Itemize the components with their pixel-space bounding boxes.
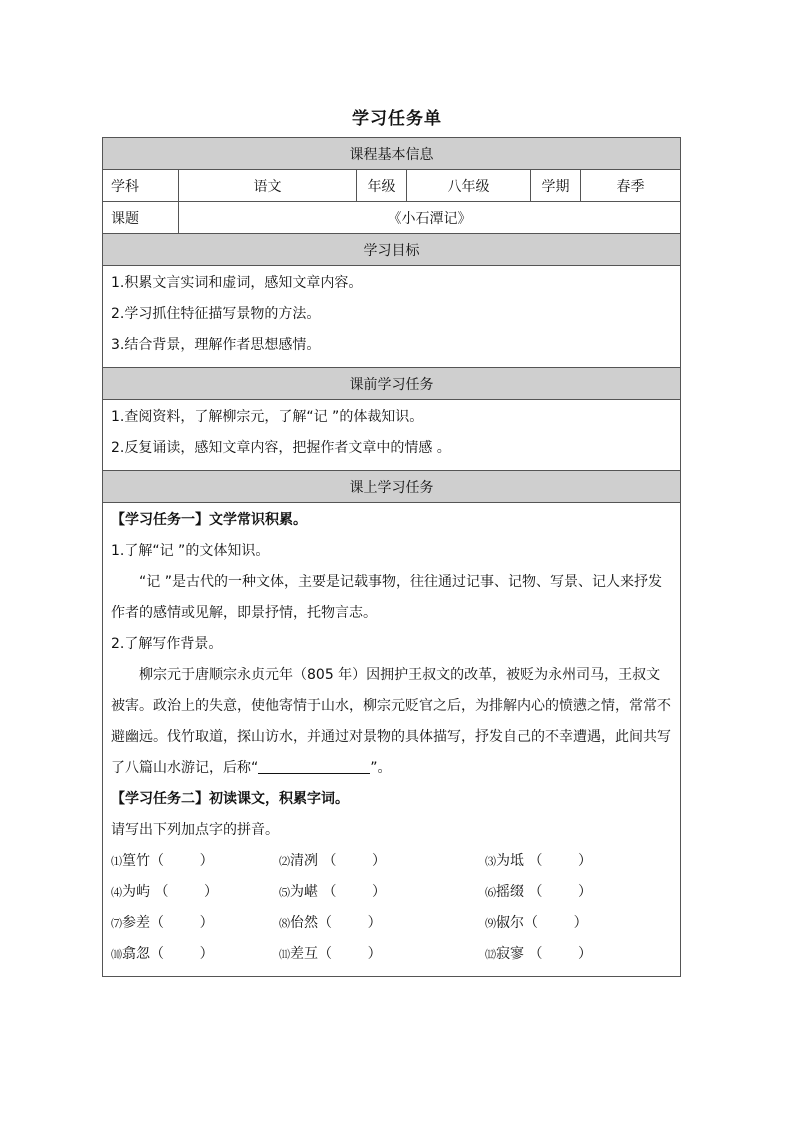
subject-value: 语文 xyxy=(179,170,357,202)
pre-class-item: 2.反复诵读，感知文章内容，把握作者文章中的情感 。 xyxy=(111,440,451,456)
pre-class-item: 1.查阅资料，了解柳宗元，了解“记 ”的体裁知识。 xyxy=(111,409,424,425)
grade-value: 八年级 xyxy=(407,170,531,202)
topic-label: 课题 xyxy=(103,202,179,234)
objectives-header: 学习目标 xyxy=(103,234,681,266)
pinyin-item[interactable]: ⑹摇缀 （ ） xyxy=(485,884,593,900)
pinyin-item[interactable]: ⑿寂寥 （ ） xyxy=(485,946,593,962)
task1-para2-end: ”。 xyxy=(370,760,392,776)
topic-value: 《小石潭记》 xyxy=(179,202,681,234)
in-class-body xyxy=(103,503,681,977)
objective-item: 1.积累文言实词和虚词，感知文章内容。 xyxy=(111,275,363,291)
task-sheet-table xyxy=(102,137,681,977)
pinyin-item[interactable]: ⑴篁竹（ ） xyxy=(111,853,214,869)
pinyin-item[interactable]: ⑼俶尔（ ） xyxy=(485,915,588,931)
objective-item: 3.结合背景，理解作者思想感情。 xyxy=(111,337,321,353)
in-class-header: 课上学习任务 xyxy=(103,471,681,503)
grade-label: 年级 xyxy=(357,170,407,202)
pinyin-item[interactable]: ⑸为嵁 （ ） xyxy=(279,884,387,900)
pre-class-header: 课前学习任务 xyxy=(103,368,681,400)
page-title: 学习任务单 xyxy=(352,109,442,129)
fill-blank[interactable] xyxy=(258,759,370,774)
task1-item2: 2.了解写作背景。 xyxy=(111,636,223,652)
task1-title: 【学习任务一】文学常识积累。 xyxy=(111,512,307,528)
task1-para2 xyxy=(103,660,680,784)
term-value: 春季 xyxy=(581,170,681,202)
pre-class-body xyxy=(103,400,681,471)
pinyin-item[interactable]: ⑾差互（ ） xyxy=(279,946,382,962)
term-label: 学期 xyxy=(531,170,581,202)
task1-item1: 1.了解“记 ”的文体知识。 xyxy=(111,543,270,559)
subject-label: 学科 xyxy=(103,170,179,202)
pinyin-item[interactable]: ⑻佁然（ ） xyxy=(279,915,382,931)
pinyin-item[interactable]: ⑶为坻 （ ） xyxy=(485,853,593,869)
pinyin-item[interactable]: ⑽翕忽（ ） xyxy=(111,946,214,962)
objectives-body xyxy=(103,266,681,368)
basic-info-header: 课程基本信息 xyxy=(103,138,681,170)
task2-title: 【学习任务二】初读课文，积累字词。 xyxy=(111,791,349,807)
pinyin-item[interactable]: ⑷为屿 （ ） xyxy=(111,884,219,900)
task1-para2-text: 柳宗元于唐顺宗永贞元年（805 年）因拥护王叔文的改革，被贬为永州司马，王叔文被害。政治上的失意，使他寄情于山水，柳宗元贬官之后，为排解内心的愤懑之情，常常不避幽远。伐竹取道，探山访水，并通过对景物的具体描写，抒发自己的不幸遭遇，此间共写了八篇山水游记，后称“ xyxy=(111,667,671,776)
task1-para1: “记 ”是古代的一种文体，主要是记载事物，往往通过记事、记物、写景、记人来抒发作者的感情或见解，即景抒情，托物言志。 xyxy=(111,574,662,621)
pinyin-item[interactable]: ⑺参差（ ） xyxy=(111,915,214,931)
pinyin-grid xyxy=(103,846,680,970)
task2-instruction: 请写出下列加点字的拼音。 xyxy=(111,822,279,838)
objective-item: 2.学习抓住特征描写景物的方法。 xyxy=(111,306,321,322)
pinyin-item[interactable]: ⑵清冽 （ ） xyxy=(279,853,387,869)
